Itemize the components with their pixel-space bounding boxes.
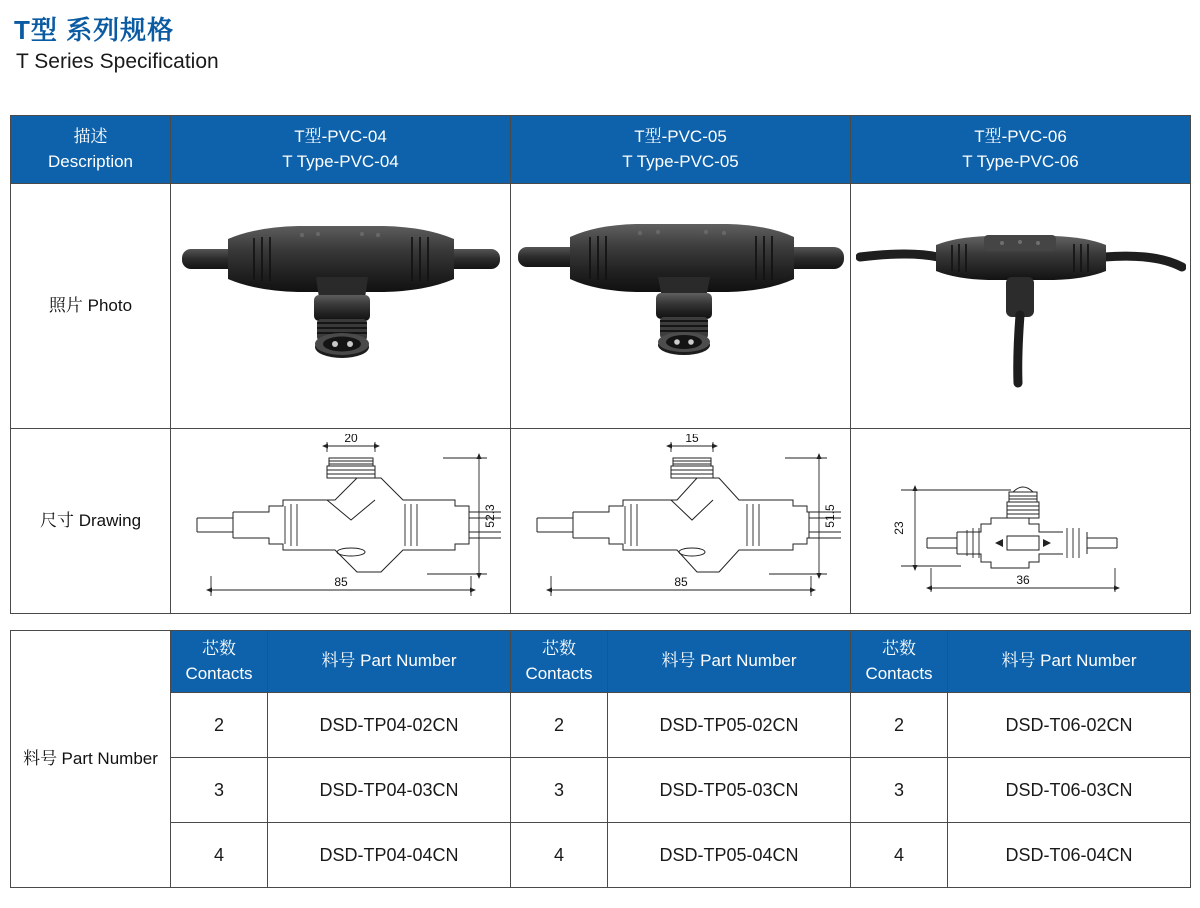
page-title-cn: T型 系列规格: [14, 15, 175, 45]
description-label-cn: 描述: [73, 126, 108, 146]
part-number-value: DSD-T06-02CN: [948, 693, 1191, 758]
contacts-label-cn-2: 芯数: [882, 638, 916, 658]
contacts-value: 2: [511, 693, 608, 758]
contacts-value: 3: [171, 758, 268, 823]
pn-header-row: [11, 631, 1191, 693]
drawing-label-en: Drawing: [78, 511, 142, 531]
header-cell-pvc05: [511, 116, 851, 184]
part-number-value: DSD-TP05-02CN: [608, 693, 851, 758]
header-contacts-2: [851, 631, 948, 693]
contacts-value: 4: [851, 823, 948, 888]
photo-cell-pvc05: [511, 184, 851, 429]
dim-right-pvc04: 52.3: [482, 503, 497, 528]
part-number-value: DSD-TP05-04CN: [608, 823, 851, 888]
contacts-value: 2: [171, 693, 268, 758]
column-title-en-0: T Type-PVC-04: [282, 151, 399, 171]
drawing-cell-pvc04: [171, 429, 511, 614]
dim-bottom-pvc04: 85: [333, 574, 348, 589]
photo-cell-pvc04: [171, 184, 511, 429]
contacts-label-en-0: Contacts: [185, 663, 253, 683]
dim-right-pvc05: 51.5: [822, 503, 837, 528]
pn-label-en-2: Part Number: [1040, 651, 1137, 671]
drawing-cell-pvc06: [851, 429, 1191, 614]
header-contacts-1: [511, 631, 608, 693]
contacts-value: 3: [511, 758, 608, 823]
table-row-description: [11, 116, 1191, 184]
header-cell-pvc06: [851, 116, 1191, 184]
contacts-value: 4: [511, 823, 608, 888]
contacts-label-en-1: Contacts: [525, 663, 593, 683]
part-number-value: DSD-TP04-03CN: [268, 758, 511, 823]
drawing-t-connector-pvc04: [181, 434, 501, 609]
description-label-en: Description: [47, 151, 134, 171]
photo-label-en: Photo: [87, 296, 133, 316]
photo-cell-pvc06: [851, 184, 1191, 429]
part-number-value: DSD-TP05-03CN: [608, 758, 851, 823]
photo-t-connector-pvc05: [516, 191, 846, 421]
pn-label-cn-2: 料号: [1001, 651, 1036, 671]
dim-bottom-pvc05: 85: [673, 574, 688, 589]
header-partnumber-1: [608, 631, 851, 693]
header-partnumber-2: [948, 631, 1191, 693]
column-title-en-2: T Type-PVC-06: [962, 151, 1079, 171]
dim-bottom-pvc06: 36: [1015, 572, 1030, 587]
table-row-drawing: [11, 429, 1191, 614]
contacts-value: 3: [851, 758, 948, 823]
part-number-value: DSD-T06-03CN: [948, 758, 1191, 823]
pn-label-en-1: Part Number: [700, 651, 797, 671]
table-row-photo: [11, 184, 1191, 429]
drawing-t-connector-pvc06: [861, 434, 1181, 609]
table-row: [11, 693, 1191, 758]
drawing-t-connector-pvc05: [521, 434, 841, 609]
photo-t-connector-pvc06: [856, 191, 1186, 421]
contacts-value: 2: [851, 693, 948, 758]
table-row: [11, 758, 1191, 823]
header-partnumber-0: [268, 631, 511, 693]
row-label-photo: [11, 184, 171, 429]
column-title-en-1: T Type-PVC-05: [622, 151, 739, 171]
dim-top-pvc04: 20: [343, 433, 358, 445]
column-title-cn-2: T型-PVC-06: [974, 126, 1067, 146]
contacts-label-cn-0: 芯数: [202, 638, 236, 658]
row-label-part-number: [11, 631, 171, 888]
drawing-cell-pvc05: [511, 429, 851, 614]
dim-top-pvc05: 15: [684, 433, 699, 445]
table-row: [11, 823, 1191, 888]
contacts-value: 4: [171, 823, 268, 888]
drawing-label-cn: 尺寸: [39, 511, 74, 531]
contacts-label-cn-1: 芯数: [542, 638, 576, 658]
photo-label-cn: 照片: [48, 296, 83, 316]
part-number-value: DSD-T06-04CN: [948, 823, 1191, 888]
part-number-label-cn: 料号: [23, 749, 58, 769]
pn-label-cn-0: 料号: [321, 651, 356, 671]
row-label-drawing: [11, 429, 171, 614]
part-number-label-en: Part Number: [61, 749, 158, 769]
page-title-en: T Series Specification: [16, 50, 219, 73]
column-title-cn-1: T型-PVC-05: [634, 126, 727, 146]
part-number-value: DSD-TP04-04CN: [268, 823, 511, 888]
pn-label-en-0: Part Number: [360, 651, 457, 671]
header-cell-pvc04: [171, 116, 511, 184]
dim-left-pvc06: 23: [891, 520, 906, 535]
column-title-cn-0: T型-PVC-04: [294, 126, 387, 146]
header-cell-description: [11, 116, 171, 184]
specification-table: [10, 115, 1191, 614]
pn-label-cn-1: 料号: [661, 651, 696, 671]
header-contacts-0: [171, 631, 268, 693]
contacts-label-en-2: Contacts: [865, 663, 933, 683]
part-number-value: DSD-TP04-02CN: [268, 693, 511, 758]
photo-t-connector-pvc04: [176, 191, 506, 421]
part-number-table: [10, 630, 1191, 888]
